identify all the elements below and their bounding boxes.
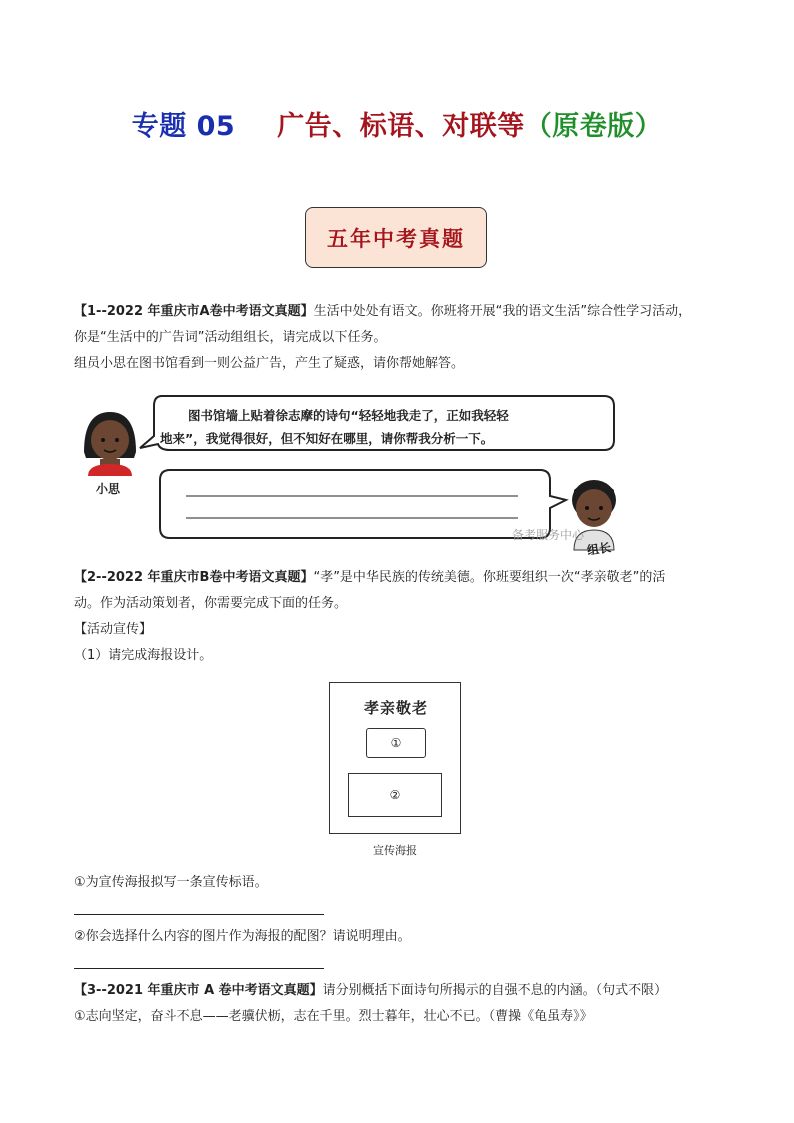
q1-text-c: 组员小思在图书馆看到一则公益广告，产生了疑惑，请你帮她解答。: [74, 356, 465, 371]
girl-label: 小思: [96, 482, 121, 496]
bubble-text: [160, 404, 509, 450]
boy-label: 组长: [586, 540, 612, 558]
poster: [329, 682, 461, 834]
q2-text-a: “孝”是中华民族的传统美德。你班要组织一次“孝亲敬老”的活: [313, 570, 666, 585]
title-version: （原卷版）: [524, 111, 663, 142]
poster-caption: 宣传海报: [373, 844, 417, 857]
q1-text-a: 生活中处处有语文。你班将开展“我的语文生活”综合性学习活动，: [313, 304, 692, 319]
answer-line-2: [74, 968, 324, 969]
poster-slot-2: ②: [348, 773, 442, 817]
q2-item-2: ②你会选择什么内容的图片作为海报的配图？请说明理由。: [74, 929, 411, 944]
q2-source: 【2--2022 年重庆市B卷中考语文真题】: [74, 570, 314, 585]
speech-bubble-boy: [160, 470, 566, 538]
poster-title: 孝亲敬老: [363, 699, 428, 717]
bubble-line-2: 地来”，我觉得很好，但不知好在哪里，请你帮我分析一下。: [160, 431, 494, 446]
section-heading: 五年中考真题: [327, 225, 465, 251]
document-title: [0, 104, 794, 143]
title-main: 广告、标语、对联等: [277, 111, 525, 142]
q1-paragraph: [74, 299, 724, 377]
q3-source: 【3--2021 年重庆市 A 卷中考语文真题】: [74, 983, 323, 998]
q2-sub-heading: 【活动宣传】: [74, 622, 153, 637]
q3-text-a: 请分别概括下面诗句所揭示的自强不息的内涵。（句式不限）: [322, 983, 668, 998]
section-heading-box: [305, 207, 487, 268]
poster-slot-1: ①: [366, 728, 426, 758]
q2-paragraph: [74, 565, 724, 669]
girl-figure: [84, 412, 136, 476]
bubble-line-1: 图书馆墙上贴着徐志摩的诗句“轻轻地我走了，正如我轻轻: [188, 408, 509, 423]
q2-item-1: ①为宣传海报拟写一条宣传标语。: [74, 875, 268, 890]
answer-line-1: [74, 914, 324, 915]
q2-task1: （1）请完成海报设计。: [74, 648, 213, 663]
q3-line-1: ①志向坚定，奋斗不息——老骥伏枥，志在千里。烈士暮年，壮心不已。（曹操《龟虽寿》》: [74, 1009, 593, 1024]
q1-text-b: 你是“生活中的广告词”活动组组长，请完成以下任务。: [74, 330, 387, 345]
q2-text-b: 动。作为活动策划者，你需要完成下面的任务。: [74, 596, 348, 611]
dialogue-illustration: [74, 388, 630, 556]
title-number: 专题 05: [131, 111, 236, 142]
q3-paragraph: [74, 978, 724, 1030]
watermark: 备考服务中心: [512, 528, 585, 542]
q1-source: 【1--2022 年重庆市A卷中考语文真题】: [74, 304, 314, 319]
